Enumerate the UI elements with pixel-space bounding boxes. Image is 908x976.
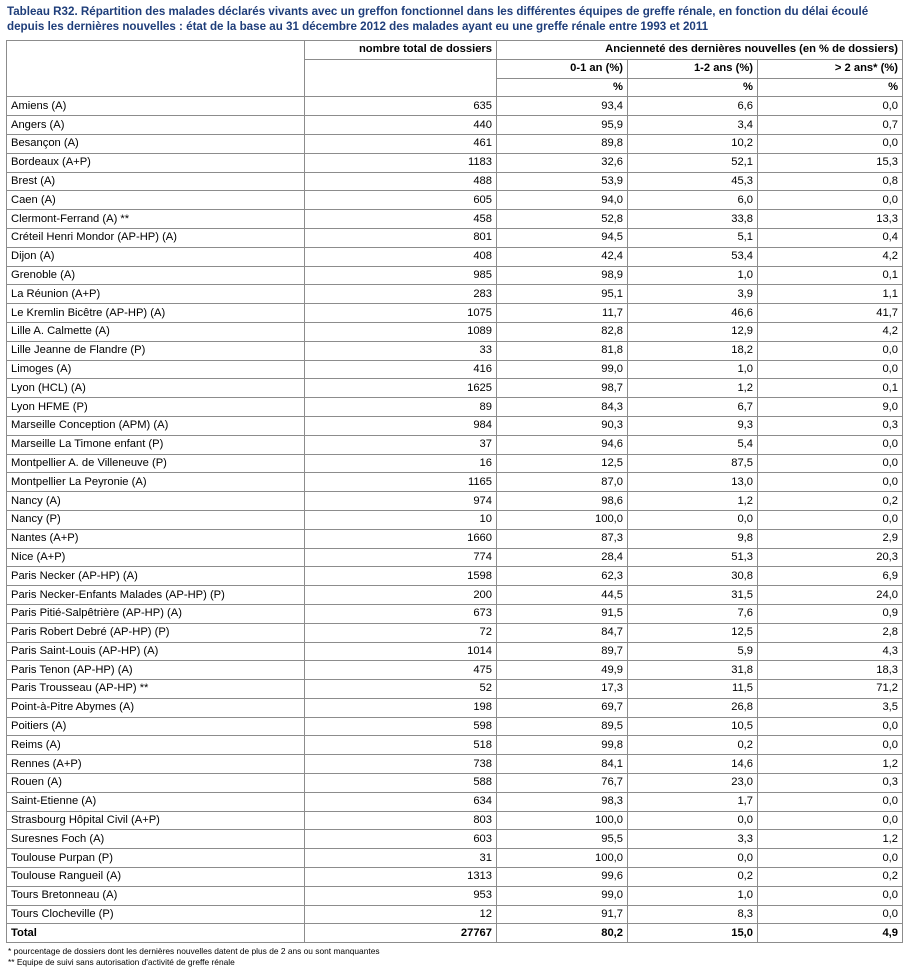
total-dossiers-cell: 31 [305, 849, 497, 868]
pct-1-2-ans-cell: 14,6 [628, 755, 758, 774]
pct-plus-2-ans-cell: 13,3 [758, 210, 903, 229]
team-name-cell: Bordeaux (A+P) [7, 153, 305, 172]
table-row [7, 247, 903, 266]
table-row [7, 172, 903, 191]
pct-plus-2-ans-cell: 1,2 [758, 830, 903, 849]
team-name-cell: Marseille Conception (APM) (A) [7, 416, 305, 435]
pct-plus-2-ans-cell: 9,0 [758, 398, 903, 417]
data-table [6, 40, 903, 943]
table-row [7, 717, 903, 736]
table-row [7, 736, 903, 755]
pct-0-1-an-cell: 94,0 [497, 191, 628, 210]
pct-0-1-an-cell: 44,5 [497, 586, 628, 605]
pct-0-1-an-cell: 95,1 [497, 285, 628, 304]
pct-plus-2-ans-cell: 4,3 [758, 642, 903, 661]
unit-plus-2-ans: % [758, 78, 903, 97]
pct-1-2-ans-cell: 12,9 [628, 322, 758, 341]
pct-0-1-an-cell: 81,8 [497, 341, 628, 360]
pct-plus-2-ans-cell: 2,9 [758, 529, 903, 548]
pct-plus-2-ans-cell: 0,9 [758, 604, 903, 623]
table-row [7, 849, 903, 868]
total-dossiers-cell: 27767 [305, 924, 497, 943]
pct-plus-2-ans-cell: 71,2 [758, 680, 903, 699]
total-row [7, 924, 903, 943]
header-blank [7, 41, 305, 97]
team-name-cell: Reims (A) [7, 736, 305, 755]
pct-plus-2-ans-cell: 0,0 [758, 905, 903, 924]
pct-1-2-ans-cell: 0,0 [628, 510, 758, 529]
pct-1-2-ans-cell: 1,2 [628, 379, 758, 398]
total-dossiers-cell: 16 [305, 454, 497, 473]
total-dossiers-cell: 598 [305, 717, 497, 736]
table-row [7, 886, 903, 905]
total-dossiers-cell: 774 [305, 548, 497, 567]
total-dossiers-cell: 440 [305, 116, 497, 135]
pct-1-2-ans-cell: 31,5 [628, 586, 758, 605]
pct-0-1-an-cell: 98,6 [497, 492, 628, 511]
total-dossiers-cell: 475 [305, 661, 497, 680]
total-dossiers-cell: 588 [305, 774, 497, 793]
table-row [7, 774, 903, 793]
team-name-cell: Toulouse Purpan (P) [7, 849, 305, 868]
pct-0-1-an-cell: 100,0 [497, 510, 628, 529]
pct-0-1-an-cell: 62,3 [497, 567, 628, 586]
pct-1-2-ans-cell: 11,5 [628, 680, 758, 699]
pct-0-1-an-cell: 99,0 [497, 360, 628, 379]
pct-0-1-an-cell: 95,9 [497, 116, 628, 135]
pct-0-1-an-cell: 95,5 [497, 830, 628, 849]
team-name-cell: Angers (A) [7, 116, 305, 135]
team-name-cell: Tours Bretonneau (A) [7, 886, 305, 905]
pct-plus-2-ans-cell: 0,0 [758, 736, 903, 755]
header-1-2-ans: 1-2 ans (%) [628, 59, 758, 78]
pct-1-2-ans-cell: 0,0 [628, 849, 758, 868]
pct-plus-2-ans-cell: 0,0 [758, 849, 903, 868]
team-name-cell: Le Kremlin Bicêtre (AP-HP) (A) [7, 304, 305, 323]
total-dossiers-cell: 488 [305, 172, 497, 191]
team-name-cell: Montpellier A. de Villeneuve (P) [7, 454, 305, 473]
pct-0-1-an-cell: 12,5 [497, 454, 628, 473]
total-dossiers-cell: 974 [305, 492, 497, 511]
total-dossiers-cell: 603 [305, 830, 497, 849]
pct-0-1-an-cell: 87,3 [497, 529, 628, 548]
pct-1-2-ans-cell: 10,5 [628, 717, 758, 736]
pct-0-1-an-cell: 89,7 [497, 642, 628, 661]
total-pct-plus-2-ans-cell: 4,9 [758, 924, 903, 943]
pct-1-2-ans-cell: 1,0 [628, 360, 758, 379]
table-row [7, 134, 903, 153]
pct-plus-2-ans-cell: 1,1 [758, 285, 903, 304]
total-dossiers-cell: 985 [305, 266, 497, 285]
total-dossiers-cell: 738 [305, 755, 497, 774]
team-name-cell: Nancy (P) [7, 510, 305, 529]
header-total-blank [305, 59, 497, 97]
pct-1-2-ans-cell: 33,8 [628, 210, 758, 229]
pct-plus-2-ans-cell: 0,7 [758, 116, 903, 135]
team-name-cell: Lille Jeanne de Flandre (P) [7, 341, 305, 360]
total-dossiers-cell: 634 [305, 792, 497, 811]
total-dossiers-cell: 12 [305, 905, 497, 924]
table-row [7, 510, 903, 529]
pct-plus-2-ans-cell: 3,5 [758, 698, 903, 717]
pct-1-2-ans-cell: 31,8 [628, 661, 758, 680]
team-name-cell: Brest (A) [7, 172, 305, 191]
table-row [7, 416, 903, 435]
team-name-cell: Montpellier La Peyronie (A) [7, 473, 305, 492]
table-row [7, 868, 903, 887]
total-dossiers-cell: 52 [305, 680, 497, 699]
total-dossiers-cell: 33 [305, 341, 497, 360]
total-dossiers-cell: 673 [305, 604, 497, 623]
pct-1-2-ans-cell: 7,6 [628, 604, 758, 623]
total-dossiers-cell: 458 [305, 210, 497, 229]
team-name-cell: Dijon (A) [7, 247, 305, 266]
table-row [7, 529, 903, 548]
pct-plus-2-ans-cell: 41,7 [758, 304, 903, 323]
team-name-cell: Nancy (A) [7, 492, 305, 511]
table-row [7, 341, 903, 360]
total-dossiers-cell: 1183 [305, 153, 497, 172]
team-name-cell: Paris Pitié-Salpêtrière (AP-HP) (A) [7, 604, 305, 623]
pct-1-2-ans-cell: 0,2 [628, 736, 758, 755]
table-row [7, 755, 903, 774]
pct-0-1-an-cell: 91,5 [497, 604, 628, 623]
pct-0-1-an-cell: 98,7 [497, 379, 628, 398]
total-pct-0-1-an-cell: 80,2 [497, 924, 628, 943]
table-row [7, 435, 903, 454]
pct-0-1-an-cell: 99,0 [497, 886, 628, 905]
total-label-cell: Total [7, 924, 305, 943]
table-row [7, 322, 903, 341]
pct-plus-2-ans-cell: 0,0 [758, 341, 903, 360]
pct-1-2-ans-cell: 45,3 [628, 172, 758, 191]
pct-1-2-ans-cell: 8,3 [628, 905, 758, 924]
team-name-cell: Poitiers (A) [7, 717, 305, 736]
total-dossiers-cell: 89 [305, 398, 497, 417]
pct-1-2-ans-cell: 6,0 [628, 191, 758, 210]
total-pct-1-2-ans-cell: 15,0 [628, 924, 758, 943]
pct-plus-2-ans-cell: 6,9 [758, 567, 903, 586]
pct-1-2-ans-cell: 26,8 [628, 698, 758, 717]
pct-1-2-ans-cell: 5,9 [628, 642, 758, 661]
pct-1-2-ans-cell: 13,0 [628, 473, 758, 492]
pct-0-1-an-cell: 82,8 [497, 322, 628, 341]
pct-plus-2-ans-cell: 24,0 [758, 586, 903, 605]
total-dossiers-cell: 416 [305, 360, 497, 379]
pct-0-1-an-cell: 99,8 [497, 736, 628, 755]
pct-plus-2-ans-cell: 0,2 [758, 868, 903, 887]
table-row [7, 680, 903, 699]
total-dossiers-cell: 1625 [305, 379, 497, 398]
team-name-cell: Paris Tenon (AP-HP) (A) [7, 661, 305, 680]
team-name-cell: Paris Necker (AP-HP) (A) [7, 567, 305, 586]
pct-1-2-ans-cell: 9,3 [628, 416, 758, 435]
pct-0-1-an-cell: 98,9 [497, 266, 628, 285]
table-row [7, 304, 903, 323]
table-row [7, 473, 903, 492]
table-row [7, 642, 903, 661]
pct-plus-2-ans-cell: 0,3 [758, 774, 903, 793]
footnotes [8, 946, 380, 967]
pct-plus-2-ans-cell: 0,0 [758, 97, 903, 116]
pct-0-1-an-cell: 52,8 [497, 210, 628, 229]
table-row [7, 398, 903, 417]
pct-1-2-ans-cell: 1,2 [628, 492, 758, 511]
pct-0-1-an-cell: 99,6 [497, 868, 628, 887]
pct-1-2-ans-cell: 46,6 [628, 304, 758, 323]
table-row [7, 285, 903, 304]
pct-plus-2-ans-cell: 0,2 [758, 492, 903, 511]
team-name-cell: Strasbourg Hôpital Civil (A+P) [7, 811, 305, 830]
pct-plus-2-ans-cell: 0,0 [758, 134, 903, 153]
total-dossiers-cell: 984 [305, 416, 497, 435]
table-row [7, 454, 903, 473]
team-name-cell: Caen (A) [7, 191, 305, 210]
pct-1-2-ans-cell: 12,5 [628, 623, 758, 642]
pct-plus-2-ans-cell: 0,1 [758, 266, 903, 285]
pct-plus-2-ans-cell: 2,8 [758, 623, 903, 642]
pct-1-2-ans-cell: 87,5 [628, 454, 758, 473]
table-row [7, 548, 903, 567]
team-name-cell: Paris Saint-Louis (AP-HP) (A) [7, 642, 305, 661]
team-name-cell: La Réunion (A+P) [7, 285, 305, 304]
total-dossiers-cell: 605 [305, 191, 497, 210]
team-name-cell: Nantes (A+P) [7, 529, 305, 548]
pct-0-1-an-cell: 11,7 [497, 304, 628, 323]
table-row [7, 830, 903, 849]
pct-0-1-an-cell: 89,8 [497, 134, 628, 153]
pct-1-2-ans-cell: 30,8 [628, 567, 758, 586]
pct-1-2-ans-cell: 3,4 [628, 116, 758, 135]
total-dossiers-cell: 1660 [305, 529, 497, 548]
header-row-1 [7, 41, 903, 60]
table-row [7, 116, 903, 135]
team-name-cell: Paris Trousseau (AP-HP) ** [7, 680, 305, 699]
unit-1-2-ans: % [628, 78, 758, 97]
team-name-cell: Lyon HFME (P) [7, 398, 305, 417]
pct-plus-2-ans-cell: 0,0 [758, 435, 903, 454]
team-name-cell: Nice (A+P) [7, 548, 305, 567]
table-row [7, 623, 903, 642]
team-name-cell: Rennes (A+P) [7, 755, 305, 774]
table-title: Tableau R32. Répartition des malades déclarés vivants avec un greffon fonctionnel dans les différentes équipes de greffe rénale, en fonction du délai écoulé depuis les dernières nouvelles : état de la base au 31 décembre 2012 des malades ayant eu une greffe rénale entre 1993 et 2011 [7, 5, 869, 33]
total-dossiers-cell: 1598 [305, 567, 497, 586]
pct-0-1-an-cell: 91,7 [497, 905, 628, 924]
pct-1-2-ans-cell: 52,1 [628, 153, 758, 172]
total-dossiers-cell: 200 [305, 586, 497, 605]
table-row [7, 492, 903, 511]
pct-0-1-an-cell: 100,0 [497, 811, 628, 830]
header-0-1-an: 0-1 an (%) [497, 59, 628, 78]
header-plus-2-ans: > 2 ans* (%) [758, 59, 903, 78]
pct-1-2-ans-cell: 1,7 [628, 792, 758, 811]
table-row [7, 905, 903, 924]
pct-0-1-an-cell: 94,5 [497, 228, 628, 247]
total-dossiers-cell: 1014 [305, 642, 497, 661]
team-name-cell: Toulouse Rangueil (A) [7, 868, 305, 887]
table-row [7, 698, 903, 717]
team-name-cell: Rouen (A) [7, 774, 305, 793]
pct-plus-2-ans-cell: 0,8 [758, 172, 903, 191]
team-name-cell: Saint-Etienne (A) [7, 792, 305, 811]
pct-0-1-an-cell: 17,3 [497, 680, 628, 699]
pct-0-1-an-cell: 100,0 [497, 849, 628, 868]
pct-plus-2-ans-cell: 20,3 [758, 548, 903, 567]
total-dossiers-cell: 803 [305, 811, 497, 830]
team-name-cell: Point-à-Pitre Abymes (A) [7, 698, 305, 717]
pct-plus-2-ans-cell: 0,0 [758, 792, 903, 811]
pct-plus-2-ans-cell: 0,0 [758, 191, 903, 210]
pct-plus-2-ans-cell: 0,1 [758, 379, 903, 398]
total-dossiers-cell: 1165 [305, 473, 497, 492]
team-name-cell: Paris Necker-Enfants Malades (AP-HP) (P) [7, 586, 305, 605]
footnote-1: * pourcentage de dossiers dont les dernières nouvelles datent de plus de 2 ans ou sont manquantes [8, 946, 380, 956]
pct-plus-2-ans-cell: 0,0 [758, 886, 903, 905]
pct-0-1-an-cell: 28,4 [497, 548, 628, 567]
pct-1-2-ans-cell: 0,2 [628, 868, 758, 887]
pct-1-2-ans-cell: 5,4 [628, 435, 758, 454]
table-row [7, 586, 903, 605]
pct-plus-2-ans-cell: 0,0 [758, 360, 903, 379]
team-name-cell: Amiens (A) [7, 97, 305, 116]
table-row [7, 379, 903, 398]
pct-0-1-an-cell: 94,6 [497, 435, 628, 454]
pct-0-1-an-cell: 89,5 [497, 717, 628, 736]
pct-plus-2-ans-cell: 4,2 [758, 247, 903, 266]
pct-plus-2-ans-cell: 18,3 [758, 661, 903, 680]
total-dossiers-cell: 518 [305, 736, 497, 755]
pct-plus-2-ans-cell: 0,0 [758, 454, 903, 473]
table-row [7, 191, 903, 210]
pct-1-2-ans-cell: 51,3 [628, 548, 758, 567]
total-dossiers-cell: 801 [305, 228, 497, 247]
pct-0-1-an-cell: 93,4 [497, 97, 628, 116]
pct-1-2-ans-cell: 23,0 [628, 774, 758, 793]
pct-0-1-an-cell: 84,1 [497, 755, 628, 774]
pct-plus-2-ans-cell: 1,2 [758, 755, 903, 774]
table-row [7, 792, 903, 811]
total-dossiers-cell: 953 [305, 886, 497, 905]
pct-0-1-an-cell: 69,7 [497, 698, 628, 717]
pct-1-2-ans-cell: 6,7 [628, 398, 758, 417]
pct-plus-2-ans-cell: 0,0 [758, 717, 903, 736]
total-dossiers-cell: 635 [305, 97, 497, 116]
total-dossiers-cell: 1313 [305, 868, 497, 887]
total-dossiers-cell: 10 [305, 510, 497, 529]
table-row [7, 811, 903, 830]
header-total-dossiers: nombre total de dossiers [305, 41, 497, 60]
team-name-cell: Lyon (HCL) (A) [7, 379, 305, 398]
team-name-cell: Tours Clocheville (P) [7, 905, 305, 924]
pct-1-2-ans-cell: 1,0 [628, 886, 758, 905]
pct-1-2-ans-cell: 1,0 [628, 266, 758, 285]
pct-1-2-ans-cell: 18,2 [628, 341, 758, 360]
pct-0-1-an-cell: 87,0 [497, 473, 628, 492]
header-anciennete-group: Ancienneté des dernières nouvelles (en % de dossiers) [497, 41, 903, 60]
total-dossiers-cell: 283 [305, 285, 497, 304]
total-dossiers-cell: 198 [305, 698, 497, 717]
pct-plus-2-ans-cell: 0,3 [758, 416, 903, 435]
unit-0-1-an: % [497, 78, 628, 97]
table-row [7, 97, 903, 116]
table-row [7, 360, 903, 379]
team-name-cell: Limoges (A) [7, 360, 305, 379]
pct-plus-2-ans-cell: 0,4 [758, 228, 903, 247]
pct-1-2-ans-cell: 9,8 [628, 529, 758, 548]
pct-0-1-an-cell: 98,3 [497, 792, 628, 811]
table-row [7, 153, 903, 172]
pct-plus-2-ans-cell: 15,3 [758, 153, 903, 172]
team-name-cell: Marseille La Timone enfant (P) [7, 435, 305, 454]
team-name-cell: Suresnes Foch (A) [7, 830, 305, 849]
total-dossiers-cell: 1089 [305, 322, 497, 341]
team-name-cell: Paris Robert Debré (AP-HP) (P) [7, 623, 305, 642]
pct-1-2-ans-cell: 5,1 [628, 228, 758, 247]
total-dossiers-cell: 408 [305, 247, 497, 266]
total-dossiers-cell: 1075 [305, 304, 497, 323]
table-row [7, 661, 903, 680]
pct-0-1-an-cell: 76,7 [497, 774, 628, 793]
pct-0-1-an-cell: 84,3 [497, 398, 628, 417]
pct-1-2-ans-cell: 6,6 [628, 97, 758, 116]
pct-1-2-ans-cell: 53,4 [628, 247, 758, 266]
table-row [7, 210, 903, 229]
table-row [7, 228, 903, 247]
pct-0-1-an-cell: 32,6 [497, 153, 628, 172]
total-dossiers-cell: 461 [305, 134, 497, 153]
pct-0-1-an-cell: 84,7 [497, 623, 628, 642]
total-dossiers-cell: 37 [305, 435, 497, 454]
pct-1-2-ans-cell: 3,3 [628, 830, 758, 849]
table-row [7, 604, 903, 623]
team-name-cell: Besançon (A) [7, 134, 305, 153]
team-name-cell: Créteil Henri Mondor (AP-HP) (A) [7, 228, 305, 247]
pct-plus-2-ans-cell: 0,0 [758, 473, 903, 492]
pct-0-1-an-cell: 53,9 [497, 172, 628, 191]
footnote-2: ** Equipe de suivi sans autorisation d'activité de greffe rénale [8, 956, 235, 967]
pct-1-2-ans-cell: 3,9 [628, 285, 758, 304]
pct-0-1-an-cell: 90,3 [497, 416, 628, 435]
pct-0-1-an-cell: 42,4 [497, 247, 628, 266]
pct-plus-2-ans-cell: 4,2 [758, 322, 903, 341]
table-row [7, 266, 903, 285]
table-row [7, 567, 903, 586]
team-name-cell: Grenoble (A) [7, 266, 305, 285]
team-name-cell: Lille A. Calmette (A) [7, 322, 305, 341]
team-name-cell: Clermont-Ferrand (A) ** [7, 210, 305, 229]
pct-0-1-an-cell: 49,9 [497, 661, 628, 680]
pct-1-2-ans-cell: 0,0 [628, 811, 758, 830]
total-dossiers-cell: 72 [305, 623, 497, 642]
pct-plus-2-ans-cell: 0,0 [758, 811, 903, 830]
pct-1-2-ans-cell: 10,2 [628, 134, 758, 153]
pct-plus-2-ans-cell: 0,0 [758, 510, 903, 529]
